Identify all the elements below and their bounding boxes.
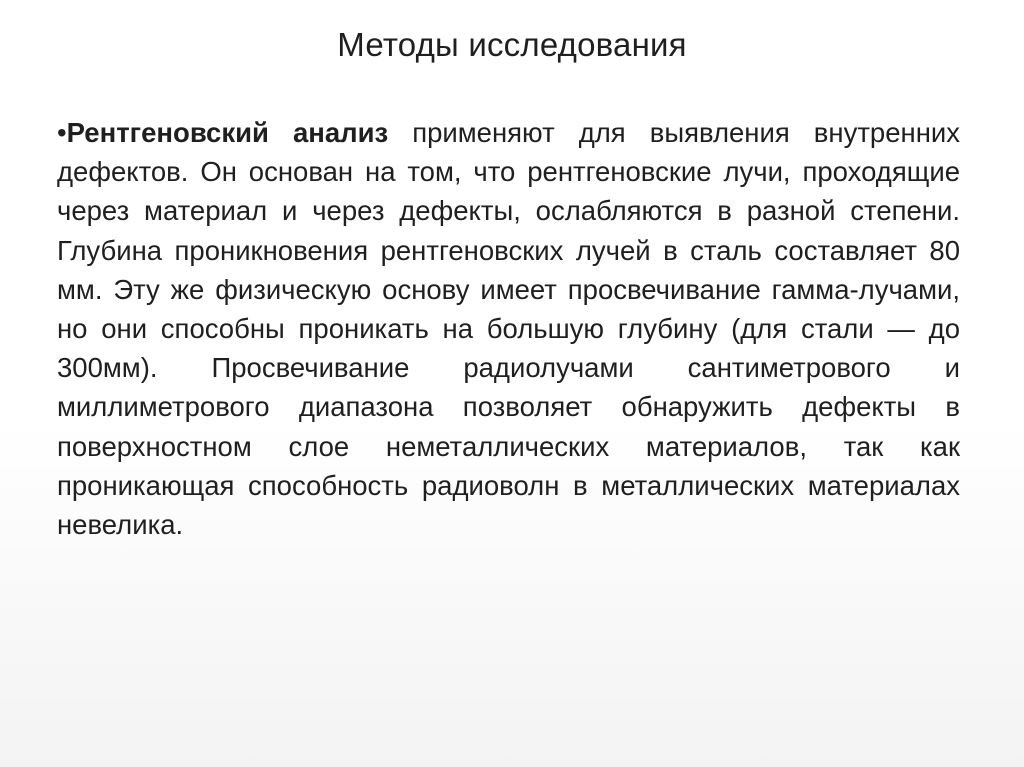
paragraph-text: применяют для выявления внутренних дефектов. Он основан на том, что рентгеновские лучи, проходящие через материал и через дефекты, ослабляются в разной степени. Глубина проникновения рентгеновских лучей в сталь составляет 80 мм. Эту же физическую основу имеет просвечивание гамма-лучами, но они способны проникать на большую глубину (для стали — до 300мм). Просвечивание радиолучами сантиметрового и миллиметрового диапазона позволяет обнаружить дефекты в поверхностном слое неметаллических материалов, так как проникающая способность радиоволн в металлических материалах невелика. [57,117,960,541]
slide-title: Методы исследования [337,26,687,63]
bold-term: Рентгеновский анализ [66,117,389,148]
bullet-marker: • [57,117,67,148]
bullet-paragraph [57,113,960,544]
